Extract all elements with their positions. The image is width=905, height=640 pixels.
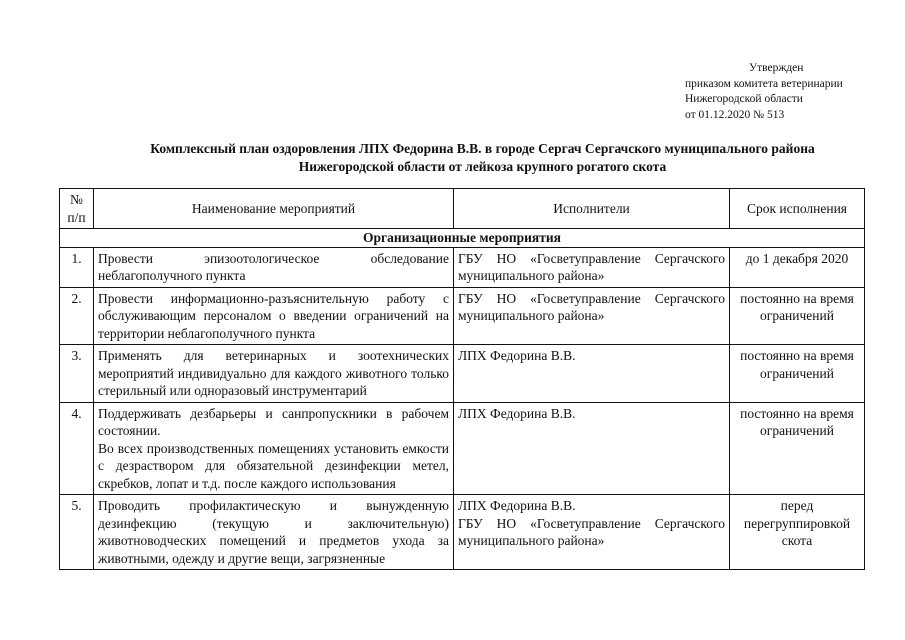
row-term: постоянно на время ограничений	[730, 287, 865, 345]
row-term: постоянно на время ограничений	[730, 402, 865, 495]
row-activity: Провести эпизоотологическое обследование неблагополучного пункта	[94, 247, 454, 287]
table-row	[60, 402, 865, 495]
row-num: 1.	[60, 247, 94, 287]
table-row	[60, 495, 865, 570]
header-term: Срок исполнения	[730, 189, 865, 229]
executor-line: ГБУ НО «Госветуправление Сергачского муниципального района»	[458, 515, 725, 548]
activity-paragraph: Поддерживать дезбарьеры и санпропускники в рабочем состоянии.	[98, 405, 449, 438]
header-activity: Наименование мероприятий	[94, 189, 454, 229]
header-executors: Исполнители	[454, 189, 730, 229]
row-executors: ЛПХ Федорина В.В.	[454, 345, 730, 403]
row-executors: ЛПХ Федорина В.В.	[454, 402, 730, 495]
title-line: Комплексный план оздоровления ЛПХ Федорина В.В. в городе Сергач Сергачского муниципального района	[150, 141, 815, 156]
section-title: Организационные мероприятия	[60, 229, 865, 248]
row-activity: Применять для ветеринарных и зоотехнических мероприятий индивидуально для каждого животного только стерильный или одноразовый инструментарий	[94, 345, 454, 403]
row-executors: ГБУ НО «Госветуправление Сергачского муниципального района»	[454, 287, 730, 345]
section-row	[60, 229, 865, 248]
approval-order-line: от 01.12.2020 № 513	[685, 108, 785, 121]
approval-line: приказом комитета ветеринарии	[685, 77, 843, 90]
header-num: № п/п	[60, 189, 94, 229]
title-line: Нижегородской области от лейкоза крупного рогатого скота	[298, 159, 667, 174]
row-executors	[454, 495, 730, 570]
executor-line: ЛПХ Федорина В.В.	[458, 498, 576, 513]
table-row	[60, 345, 865, 403]
row-executors: ГБУ НО «Госветуправление Сергачского муниципального района»	[454, 247, 730, 287]
approval-line: Нижегородской области	[685, 93, 803, 105]
plan-table	[59, 188, 865, 570]
row-term: до 1 декабря 2020	[730, 247, 865, 287]
row-num: 4.	[60, 402, 94, 495]
activity-paragraph: Во всех производственных помещениях установить емкости с дезраствором для обязательной дезинфекции метел, скребков, лопат и т.д. после каждого использования	[98, 440, 449, 491]
row-activity: Провести информационно-разъяснительную работу с обслуживающим персоналом о введении ограничений на территории неблагополучного пункта	[94, 287, 454, 345]
row-activity: Проводить профилактическую и вынужденную дезинфекцию (текущую и заключительную) животноводческих помещений и предметов ухода за животными, одежду и другие вещи, загрязненные	[94, 495, 454, 570]
row-term: перед перегруппировкой скота	[730, 495, 865, 570]
table-header-row	[60, 189, 865, 229]
table-row	[60, 247, 865, 287]
approval-line: Утвержден	[749, 62, 804, 74]
row-num: 2.	[60, 287, 94, 345]
approval-stamp	[685, 61, 895, 123]
row-num: 3.	[60, 345, 94, 403]
row-term: постоянно на время ограничений	[730, 345, 865, 403]
document-title	[60, 140, 905, 176]
row-num: 5.	[60, 495, 94, 570]
row-activity	[94, 402, 454, 495]
table-row	[60, 287, 865, 345]
